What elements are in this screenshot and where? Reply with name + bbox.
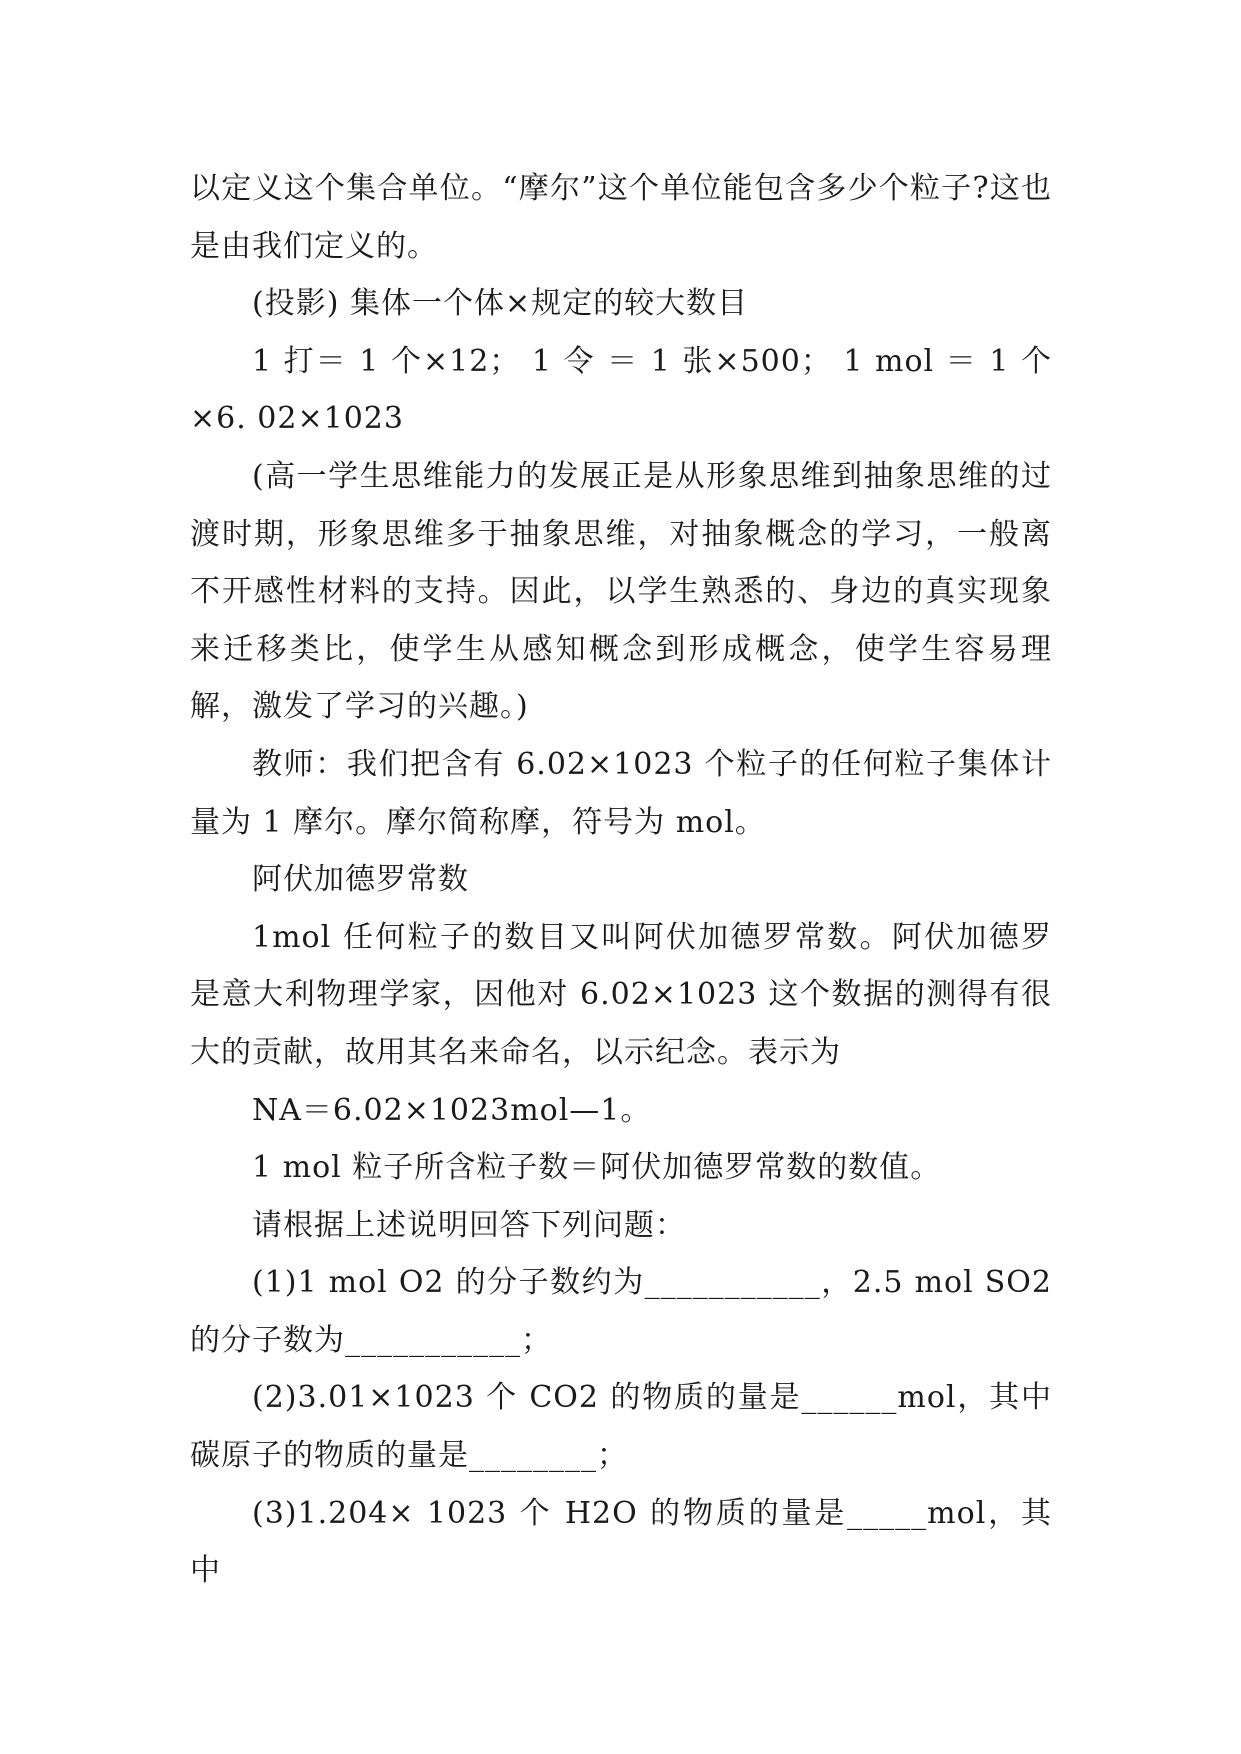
question-paragraph: (2)3.01×1023 个 CO2 的物质的量是______mol，其中碳原子的物质的量是________； — [190, 1380, 1052, 1474]
paragraph: (投影) 集体一个体×规定的较大数目 — [252, 286, 749, 322]
document-body — [190, 160, 1052, 1600]
paragraph: 教师：我们把含有 6.02×1023 个粒子的任何粒子集体计量为 1 摩尔。摩尔简称摩，符号为 mol。 — [190, 746, 1052, 840]
paragraph: 以定义这个集合单位。“摩尔”这个单位能包含多少个粒子?这也是由我们定义的。 — [190, 171, 1052, 264]
paragraph: (高一学生思维能力的发展正是从形象思维到抽象思维的过渡时期，形象思维多于抽象思维，对抽象概念的学习，一般离不开感性材料的支持。因此，以学生熟悉的、身边的真实现象来迁移类比，使学生从感知概念到形成概念，使学生容易理解，激发了学习的兴趣。) — [190, 458, 1052, 725]
paragraph: 1 打＝ 1 个×12； 1 令 ＝ 1 张×500； 1 mol ＝ 1 个×6. 02×1023 — [190, 343, 1052, 437]
paragraph: NA＝6.02×1023mol—1。 — [252, 1092, 652, 1128]
paragraph: 阿伏加德罗常数 — [252, 862, 469, 898]
paragraph: 1mol 任何粒子的数目又叫阿伏加德罗常数。阿伏加德罗是意大利物理学家，因他对 6.02×1023 这个数据的测得有很大的贡献，故用其名来命名，以示纪念。表示为 — [190, 919, 1052, 1070]
paragraph: 请根据上述说明回答下列问题： — [252, 1207, 686, 1243]
question-paragraph: (3)1.204× 1023 个 H2O 的物质的量是_____mol，其中 — [190, 1495, 1052, 1589]
paragraph: 1 mol 粒子所含粒子数＝阿伏加德罗常数的数值。 — [252, 1150, 942, 1186]
question-paragraph: (1)1 mol O2 的分子数约为___________，2.5 mol SO2 的分子数为___________； — [190, 1265, 1052, 1358]
